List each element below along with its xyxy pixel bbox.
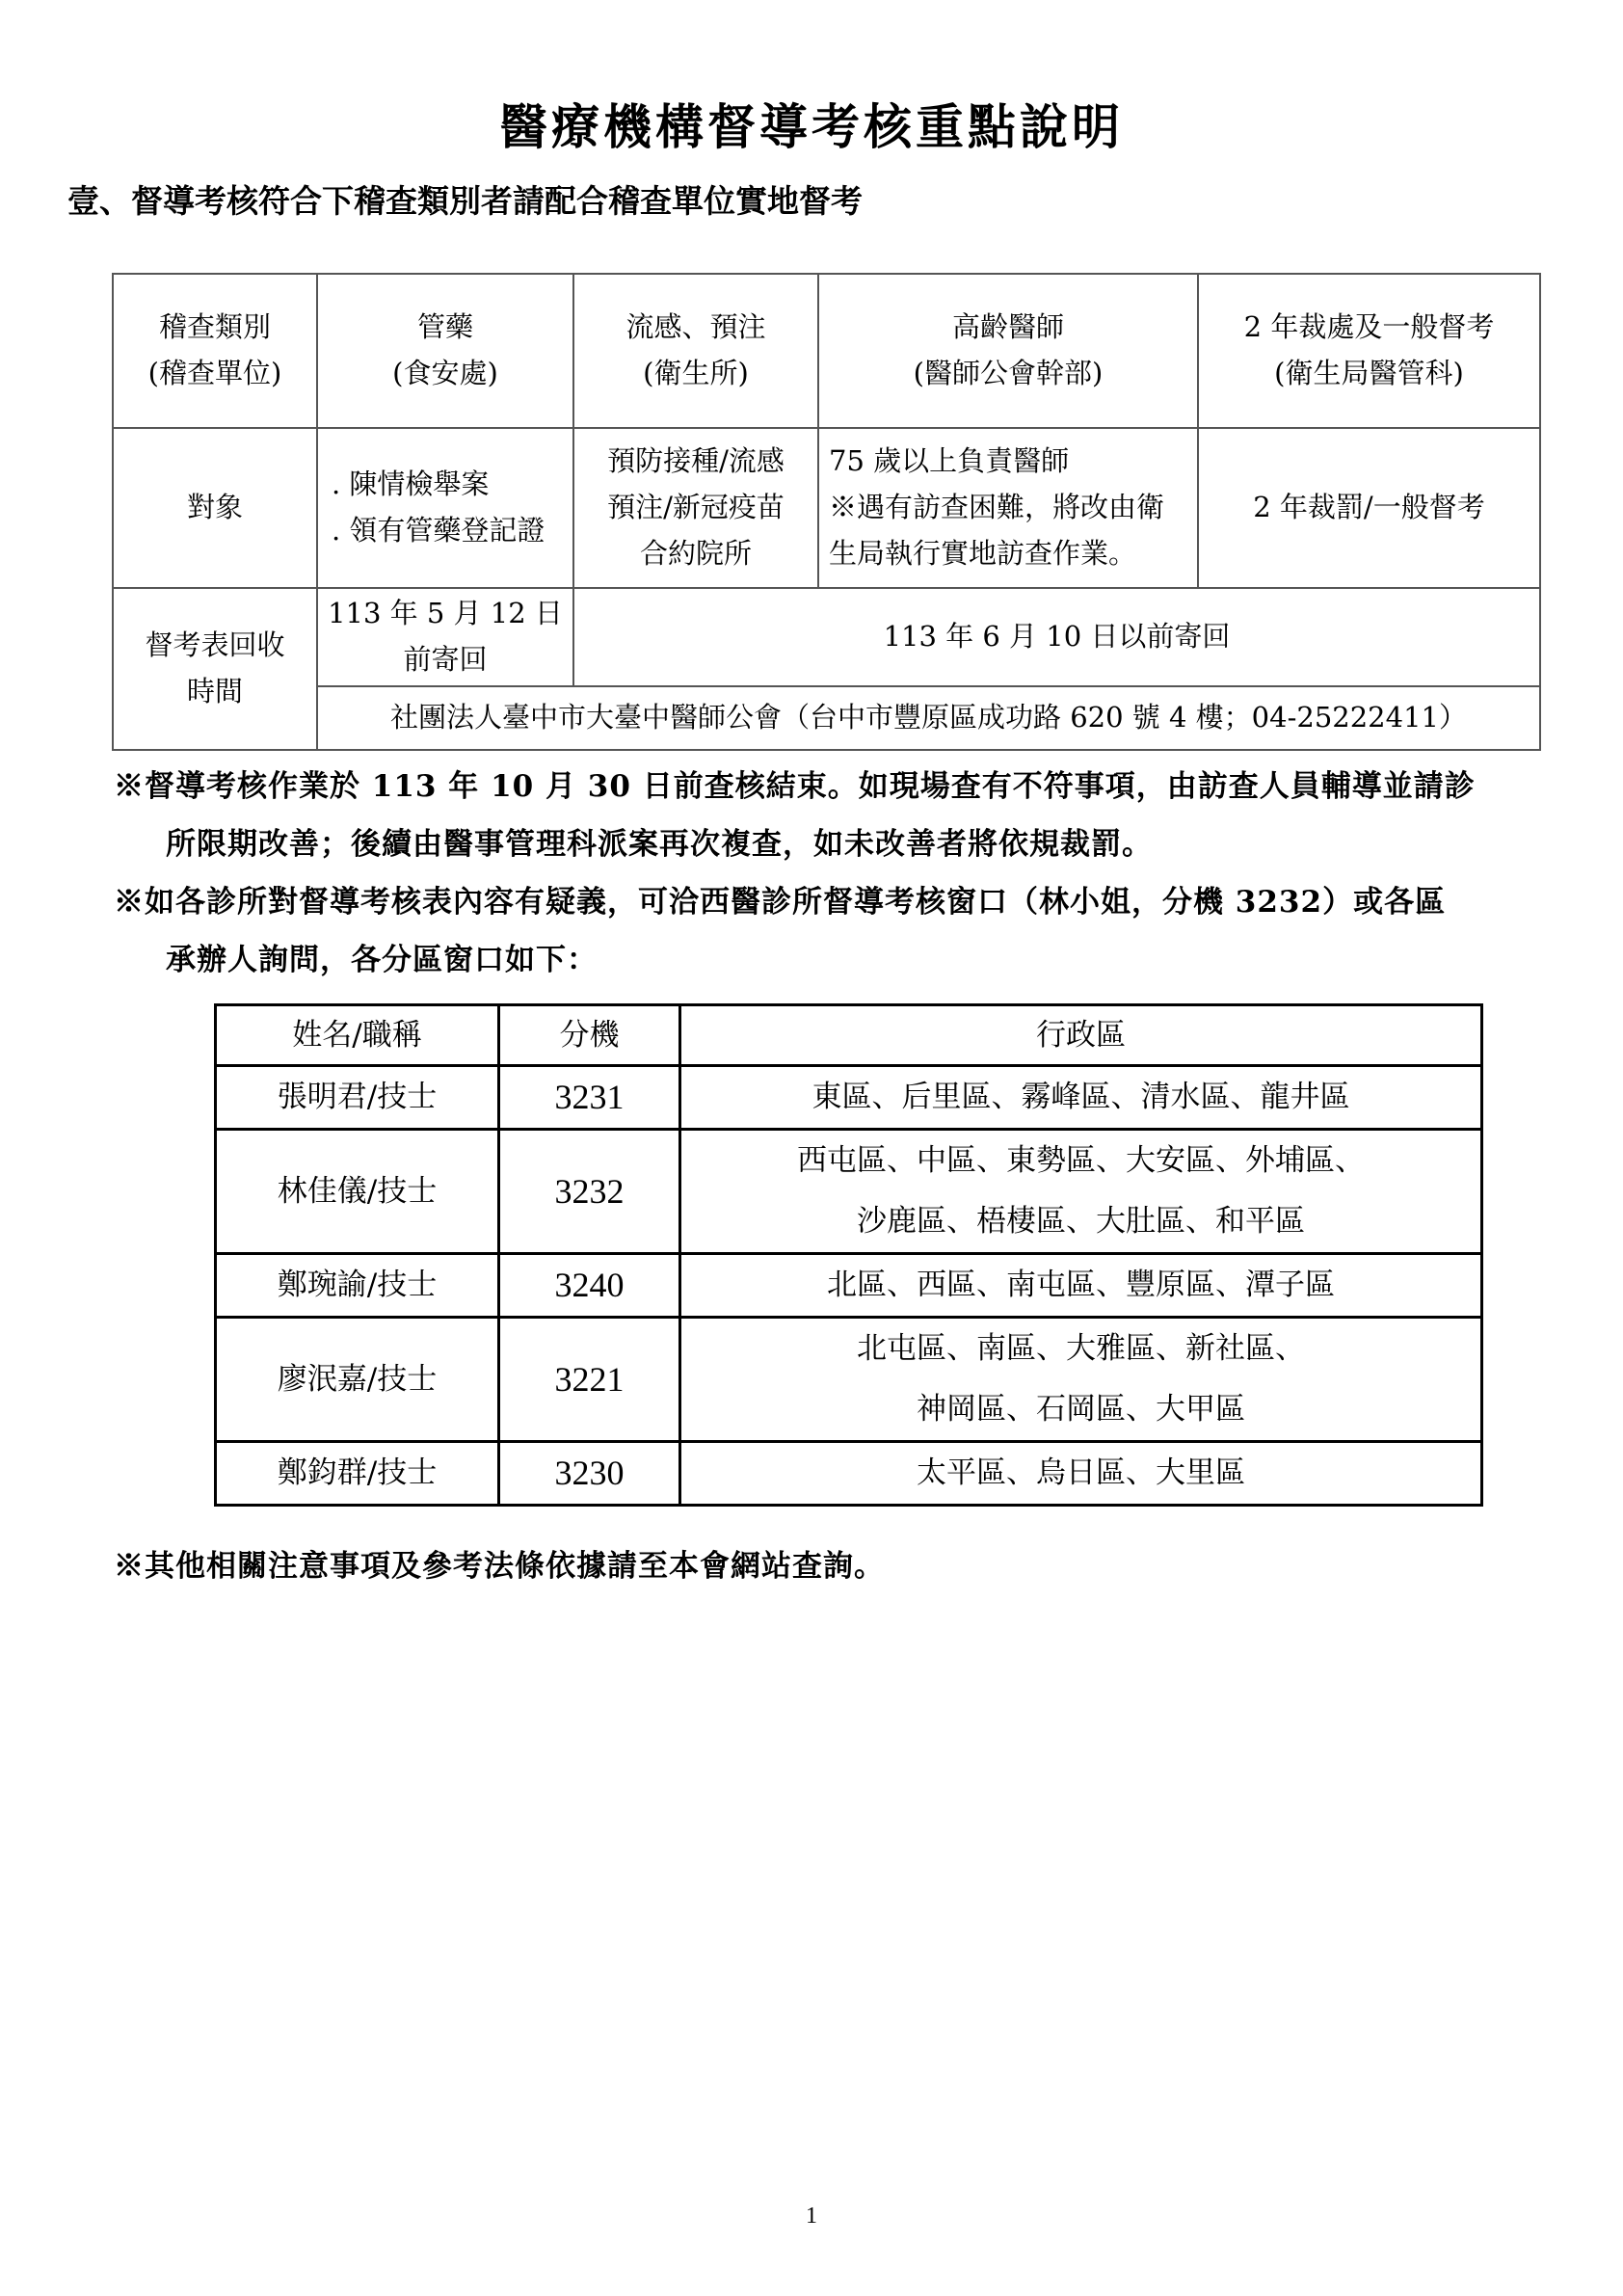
table-row [216, 1254, 1482, 1318]
contact-districts: 北區、西區、南屯區、豐原區、潭子區 [680, 1254, 1482, 1318]
target-general-audit: 2 年裁罰/一般督考 [1198, 428, 1540, 588]
return-time-others: 113 年 6 月 10 日以前寄回 [573, 588, 1540, 686]
contact-name: 林佳儀/技士 [216, 1130, 499, 1254]
table-row [216, 1066, 1482, 1130]
note-audit-deadline: ※督導考核作業於 113 年 10 月 30 日前查核結束。如現場查有不符事項，由訪查人員輔導並請診 所限期改善；後續由醫事管理科派案再次複查，如未改善者將依規裁罰。 [114, 769, 1476, 862]
table-row [216, 1318, 1482, 1442]
header-extension: 分機 [499, 1005, 680, 1066]
header-name-title: 姓名/職稱 [216, 1005, 499, 1066]
header-general-audit: 2 年裁處及一般督考 (衛生局醫管科) [1198, 274, 1540, 428]
target-flu-vaccine: 預防接種/流感 預注/新冠疫苗 合約院所 [573, 428, 818, 588]
header-flu-vaccine: 流感、預注 (衛生所) [573, 274, 818, 428]
address-row [113, 686, 1540, 750]
contact-extension: 3221 [499, 1318, 680, 1442]
contact-table [214, 1003, 1483, 1507]
note-contact-window: ※如各診所對督導考核表內容有疑義，可洽西醫診所督導考核窗口（林小姐，分機 3232）或各區 承辦人詢問，各分區窗口如下： [114, 885, 1447, 977]
contact-districts: 北屯區、南區、大雅區、新社區、 神岡區、石岡區、大甲區 [680, 1318, 1482, 1442]
table-row [216, 1442, 1482, 1506]
contact-name: 鄭鈞群/技士 [216, 1442, 499, 1506]
contact-name: 廖泯嘉/技士 [216, 1318, 499, 1442]
contact-extension: 3240 [499, 1254, 680, 1318]
header-category: 稽查類別 (稽查單位) [113, 274, 317, 428]
note-website: ※其他相關注意事項及參考法條依據請至本會網站查詢。 [114, 1549, 885, 1584]
target-label: 對象 [113, 428, 317, 588]
document-title: 醫療機構督導考核重點說明 [499, 98, 1124, 155]
contact-extension: 3231 [499, 1066, 680, 1130]
contact-header-row [216, 1005, 1482, 1066]
contact-extension: 3232 [499, 1130, 680, 1254]
target-drug-control: . 陳情檢舉案 . 領有管藥登記證 [317, 428, 573, 588]
header-drug-control: 管藥 (食安處) [317, 274, 573, 428]
table-row [216, 1130, 1482, 1254]
contact-extension: 3230 [499, 1442, 680, 1506]
header-senior-doctor: 高齡醫師 (醫師公會幹部) [818, 274, 1198, 428]
page-number: 1 [806, 2203, 817, 2229]
inspection-target-row [113, 428, 1540, 588]
return-time-row [113, 588, 1540, 686]
contact-districts: 太平區、烏日區、大里區 [680, 1442, 1482, 1506]
inspection-table [112, 273, 1541, 751]
return-time-drug-control: 113 年 5 月 12 日 前寄回 [317, 588, 573, 686]
inspection-header-row [113, 274, 1540, 428]
contact-districts: 東區、后里區、霧峰區、清水區、龍井區 [680, 1066, 1482, 1130]
return-address: 社團法人臺中市大臺中醫師公會（台中市豐原區成功路 620 號 4 樓；04-25222411） [317, 686, 1540, 750]
target-senior-doctor: 75 歲以上負責醫師 ※遇有訪查困難，將改由衛 生局執行實地訪查作業。 [818, 428, 1198, 588]
contact-name: 鄭琬諭/技士 [216, 1254, 499, 1318]
contact-name: 張明君/技士 [216, 1066, 499, 1130]
header-district: 行政區 [680, 1005, 1482, 1066]
return-time-label: 督考表回收 時間 [113, 588, 317, 750]
contact-districts: 西屯區、中區、東勢區、大安區、外埔區、 沙鹿區、梧棲區、大肚區、和平區 [680, 1130, 1482, 1254]
section-heading: 壹、督導考核符合下稽查類別者請配合稽查單位實地督考 [67, 182, 863, 220]
